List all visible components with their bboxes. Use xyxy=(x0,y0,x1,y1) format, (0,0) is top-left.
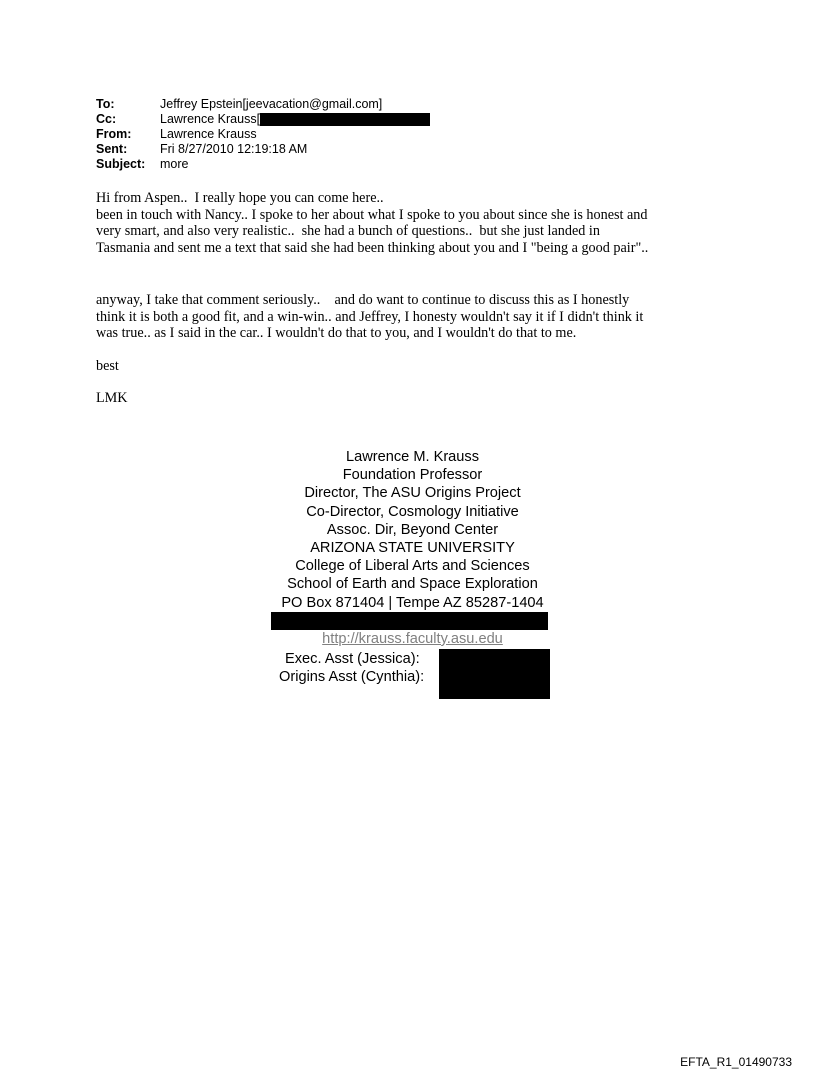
signature-line: PO Box 871404 | Tempe AZ 85287-1404 xyxy=(281,594,544,611)
body-line: been in touch with Nancy.. I spoke to her about what I spoke to you about since she is honest and xyxy=(96,206,648,223)
closing: best xyxy=(96,357,119,374)
cc-label: Cc: xyxy=(96,112,117,126)
document-id: EFTA_R1_01490733 xyxy=(680,1055,792,1069)
signature-line: Co-Director, Cosmology Initiative xyxy=(306,503,519,520)
signature-line: Director, The ASU Origins Project xyxy=(304,485,521,502)
cc-row xyxy=(96,112,430,127)
cc-value: Lawrence Krauss[ xyxy=(160,112,261,126)
to-row xyxy=(96,97,430,112)
body-line: Hi from Aspen.. I really hope you can come here.. xyxy=(96,190,384,206)
body-line: Tasmania and sent me a text that said she had been thinking about you and I "being a good pair".. xyxy=(96,239,649,256)
from-row xyxy=(96,127,430,142)
subject-row xyxy=(96,157,430,172)
signature-line: ARIZONA STATE UNIVERSITY xyxy=(310,540,515,557)
from-label: From: xyxy=(96,127,132,141)
email-body xyxy=(96,190,736,407)
origins-asst-label: Origins Asst (Cynthia): xyxy=(279,669,425,685)
signature-line: College of Liberal Arts and Sciences xyxy=(295,558,530,575)
body-line: was true.. as I said in the car.. I wouldn't do that to you, and I wouldn't do that to me. xyxy=(96,325,577,341)
faculty-url-text[interactable]: http://krauss.faculty.asu.edu xyxy=(322,630,503,647)
body-line: think it is both a good fit, and a win-win.. and Jeffrey, I honesty wouldn't say it if I didn't think it xyxy=(96,308,644,325)
paragraph-2 xyxy=(96,292,736,342)
signature-line: School of Earth and Space Exploration xyxy=(287,576,538,593)
paragraph-1 xyxy=(96,190,736,256)
cc-redaction xyxy=(260,113,430,126)
initials: LMK xyxy=(96,390,128,406)
sent-row xyxy=(96,142,430,157)
from-value: Lawrence Krauss xyxy=(160,127,257,141)
body-line: anyway, I take that comment seriously.. and do want to continue to discuss this as I honestly xyxy=(96,292,630,308)
signature-line: Assoc. Dir, Beyond Center xyxy=(326,521,499,538)
sent-label: Sent: xyxy=(96,142,128,156)
sent-value: Fri 8/27/2010 12:19:18 AM xyxy=(160,142,308,156)
to-label: To: xyxy=(96,97,115,111)
email-header xyxy=(96,97,430,172)
to-value: Jeffrey Epstein[jeevacation@gmail.com] xyxy=(160,97,383,111)
exec-asst-label: Exec. Asst (Jessica): xyxy=(285,651,420,667)
faculty-url-link[interactable] xyxy=(215,630,610,648)
body-line: very smart, and also very realistic.. she had a bunch of questions.. but she just landed in xyxy=(96,223,600,239)
signature-line: Foundation Professor xyxy=(342,467,483,484)
subject-value: more xyxy=(160,157,189,171)
signature-line: Lawrence M. Krauss xyxy=(345,449,480,465)
phone-redaction xyxy=(271,612,548,630)
subject-label: Subject: xyxy=(96,157,146,171)
asst-contact-redaction xyxy=(439,649,550,699)
